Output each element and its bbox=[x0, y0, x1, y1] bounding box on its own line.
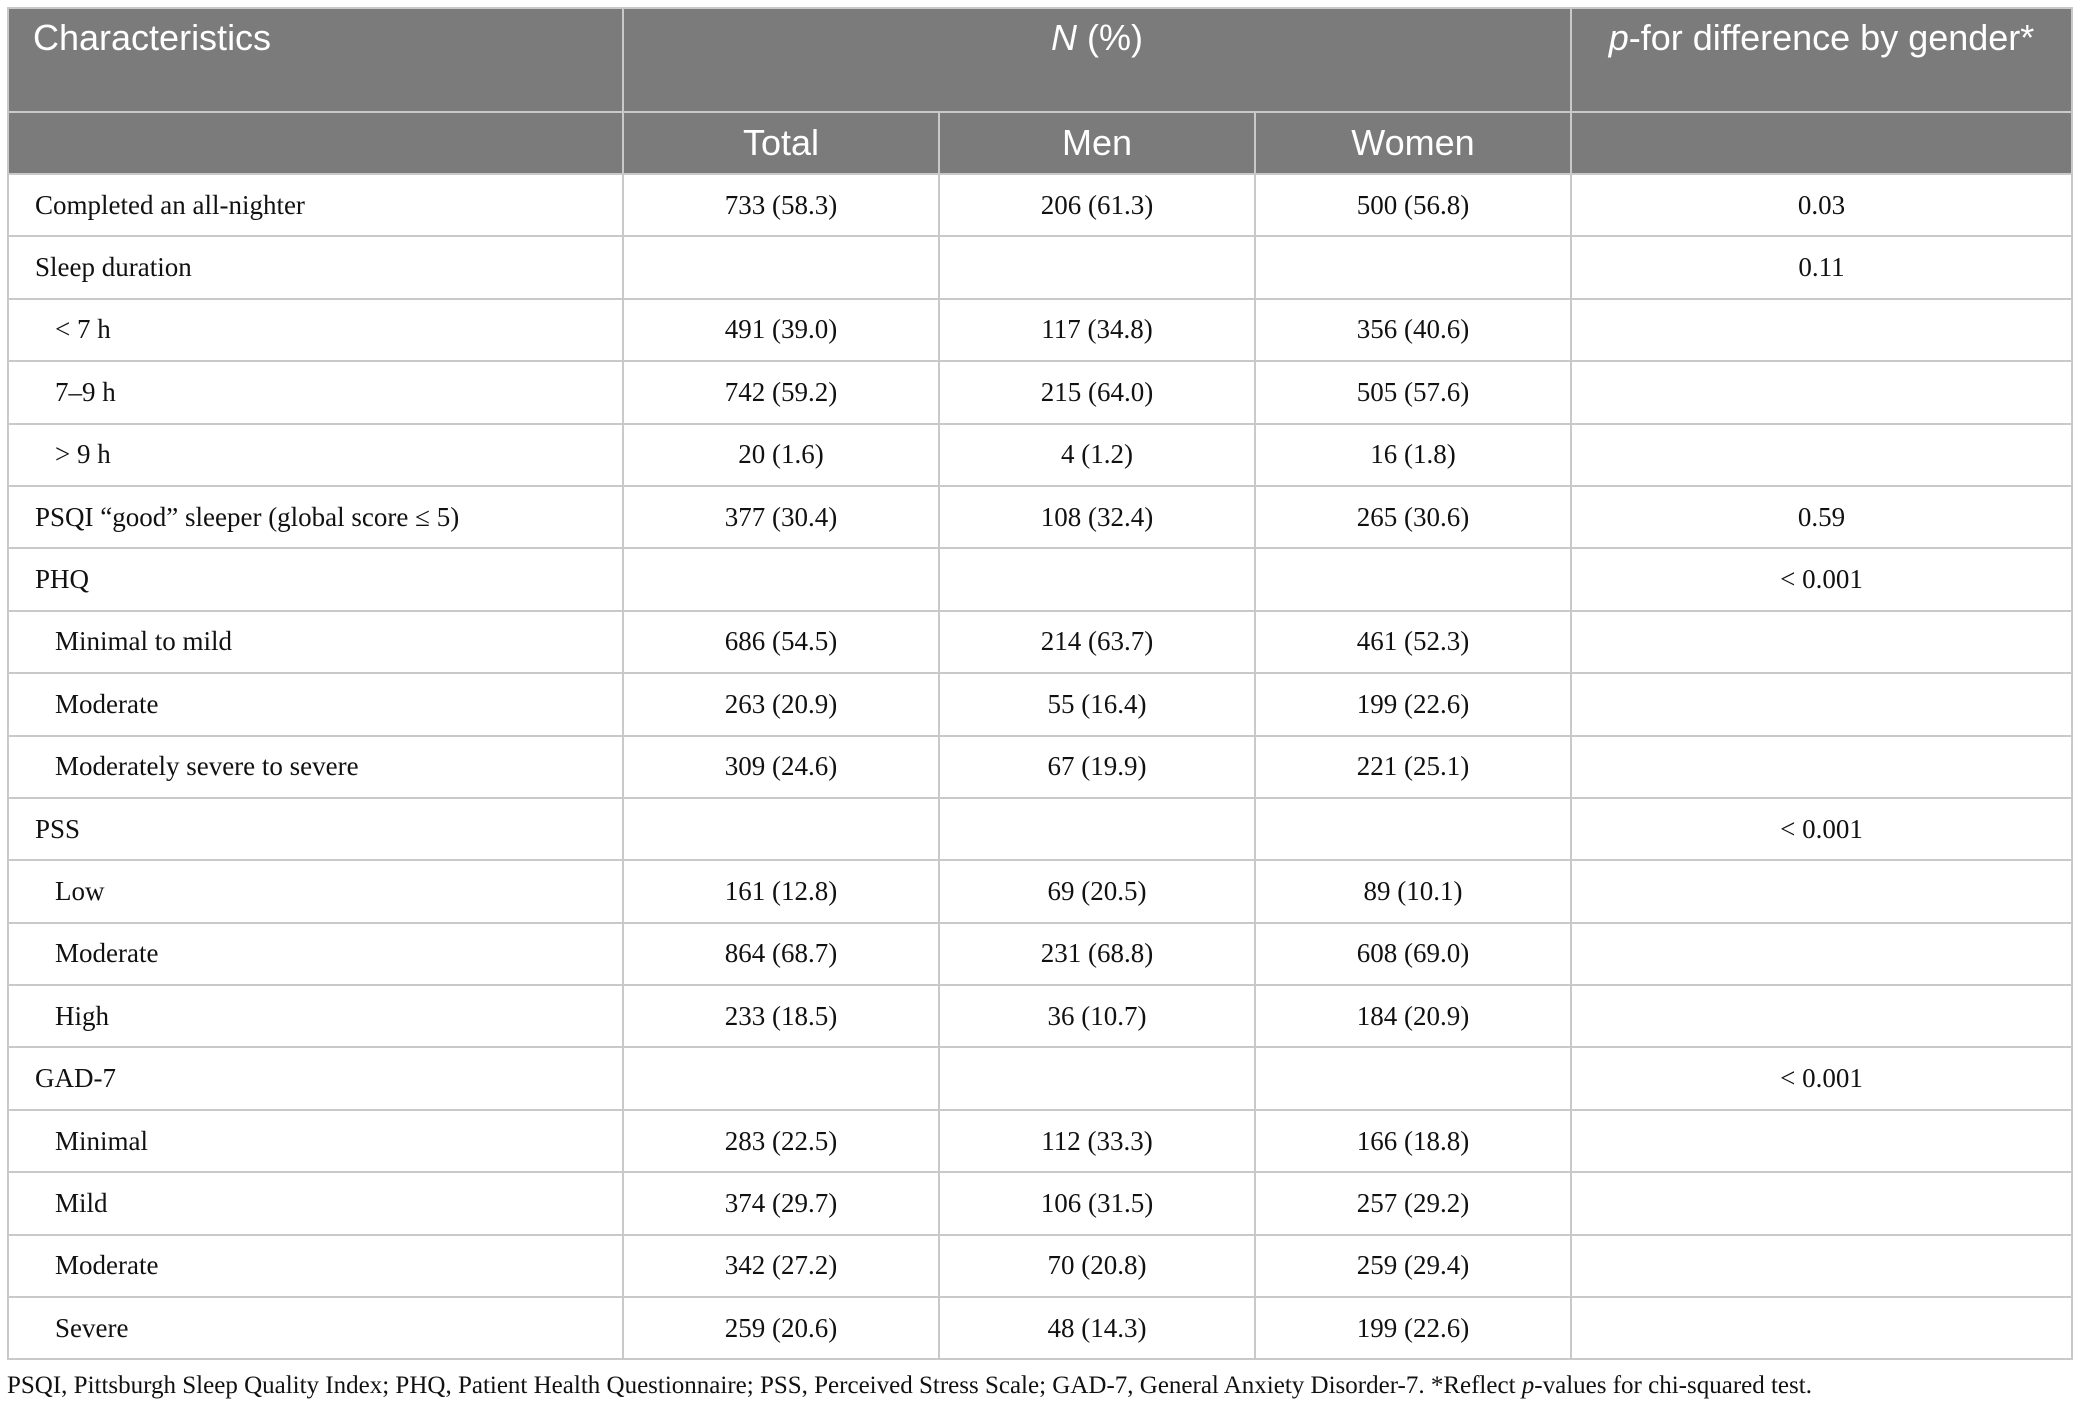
table-row bbox=[8, 548, 2072, 610]
footnote-text: PSQI, Pittsburgh Sleep Quality Index; PHQ, Patient Health Questionnaire; PSS, Perceived Stress Scale; GAD-7, General Anxiety Disorder-7. *Reflect bbox=[7, 1372, 1522, 1399]
cell-total: 733 (58.3) bbox=[623, 174, 939, 236]
cell-total: 233 (18.5) bbox=[623, 985, 939, 1047]
cell-p bbox=[1571, 673, 2072, 735]
row-label: Mild bbox=[8, 1172, 623, 1234]
cell-women: 166 (18.8) bbox=[1255, 1110, 1571, 1172]
footnote-text-end: -values for chi-squared test. bbox=[1534, 1372, 1812, 1399]
header-n-percent bbox=[623, 8, 1571, 112]
table-footnote bbox=[7, 1372, 1812, 1400]
table-row bbox=[8, 1110, 2072, 1172]
table-row bbox=[8, 1172, 2072, 1234]
table-row bbox=[8, 860, 2072, 922]
table-row bbox=[8, 611, 2072, 673]
row-label: Minimal to mild bbox=[8, 611, 623, 673]
cell-p: 0.03 bbox=[1571, 174, 2072, 236]
cell-women: 199 (22.6) bbox=[1255, 673, 1571, 735]
cell-women bbox=[1255, 1047, 1571, 1109]
cell-total: 263 (20.9) bbox=[623, 673, 939, 735]
cell-men: 69 (20.5) bbox=[939, 860, 1255, 922]
cell-total: 491 (39.0) bbox=[623, 299, 939, 361]
cell-p bbox=[1571, 1297, 2072, 1359]
table-row bbox=[8, 798, 2072, 860]
cell-total bbox=[623, 1047, 939, 1109]
cell-total: 686 (54.5) bbox=[623, 611, 939, 673]
cell-men: 55 (16.4) bbox=[939, 673, 1255, 735]
table-row bbox=[8, 1297, 2072, 1359]
table-row bbox=[8, 361, 2072, 423]
row-label: Moderate bbox=[8, 923, 623, 985]
cell-total bbox=[623, 548, 939, 610]
cell-women: 505 (57.6) bbox=[1255, 361, 1571, 423]
table-row bbox=[8, 174, 2072, 236]
cell-men: 117 (34.8) bbox=[939, 299, 1255, 361]
row-label: High bbox=[8, 985, 623, 1047]
header-n-italic: N bbox=[1051, 17, 1077, 58]
header-p-suffix: -for difference by gender* bbox=[1628, 17, 2035, 58]
cell-women: 356 (40.6) bbox=[1255, 299, 1571, 361]
cell-men: 231 (68.8) bbox=[939, 923, 1255, 985]
cell-men: 108 (32.4) bbox=[939, 486, 1255, 548]
table-row bbox=[8, 1047, 2072, 1109]
cell-p bbox=[1571, 736, 2072, 798]
header-row-2 bbox=[8, 112, 2072, 174]
cell-men: 206 (61.3) bbox=[939, 174, 1255, 236]
row-label: Low bbox=[8, 860, 623, 922]
cell-p: < 0.001 bbox=[1571, 798, 2072, 860]
row-label: PSQI “good” sleeper (global score ≤ 5) bbox=[8, 486, 623, 548]
cell-total: 283 (22.5) bbox=[623, 1110, 939, 1172]
cell-women: 461 (52.3) bbox=[1255, 611, 1571, 673]
table-container bbox=[7, 7, 2071, 1360]
table-row bbox=[8, 985, 2072, 1047]
cell-women: 184 (20.9) bbox=[1255, 985, 1571, 1047]
cell-men: 70 (20.8) bbox=[939, 1235, 1255, 1297]
header-n-suffix: (%) bbox=[1077, 17, 1143, 58]
cell-women: 608 (69.0) bbox=[1255, 923, 1571, 985]
cell-men bbox=[939, 548, 1255, 610]
header-blank-right bbox=[1571, 112, 2072, 174]
cell-women: 89 (10.1) bbox=[1255, 860, 1571, 922]
cell-women bbox=[1255, 548, 1571, 610]
header-p-value bbox=[1571, 8, 2072, 112]
row-label: Completed an all-nighter bbox=[8, 174, 623, 236]
cell-total: 342 (27.2) bbox=[623, 1235, 939, 1297]
header-total: Total bbox=[623, 112, 939, 174]
cell-women: 259 (29.4) bbox=[1255, 1235, 1571, 1297]
cell-total: 377 (30.4) bbox=[623, 486, 939, 548]
cell-p: 0.59 bbox=[1571, 486, 2072, 548]
cell-p bbox=[1571, 985, 2072, 1047]
row-label: Sleep duration bbox=[8, 236, 623, 298]
cell-men: 48 (14.3) bbox=[939, 1297, 1255, 1359]
header-men: Men bbox=[939, 112, 1255, 174]
cell-total: 259 (20.6) bbox=[623, 1297, 939, 1359]
cell-total: 20 (1.6) bbox=[623, 424, 939, 486]
table-body bbox=[8, 174, 2072, 1359]
row-label: PHQ bbox=[8, 548, 623, 610]
row-label: Moderately severe to severe bbox=[8, 736, 623, 798]
cell-total bbox=[623, 798, 939, 860]
row-label: PSS bbox=[8, 798, 623, 860]
row-label: < 7 h bbox=[8, 299, 623, 361]
row-label: Moderate bbox=[8, 673, 623, 735]
cell-p: 0.11 bbox=[1571, 236, 2072, 298]
table-row bbox=[8, 673, 2072, 735]
header-blank-left bbox=[8, 112, 623, 174]
cell-men: 215 (64.0) bbox=[939, 361, 1255, 423]
cell-men: 112 (33.3) bbox=[939, 1110, 1255, 1172]
cell-women: 500 (56.8) bbox=[1255, 174, 1571, 236]
cell-p bbox=[1571, 860, 2072, 922]
table-row bbox=[8, 923, 2072, 985]
row-label: Moderate bbox=[8, 1235, 623, 1297]
cell-women: 199 (22.6) bbox=[1255, 1297, 1571, 1359]
cell-men bbox=[939, 236, 1255, 298]
cell-p: < 0.001 bbox=[1571, 1047, 2072, 1109]
cell-p bbox=[1571, 1110, 2072, 1172]
cell-women bbox=[1255, 236, 1571, 298]
cell-women: 221 (25.1) bbox=[1255, 736, 1571, 798]
cell-men: 106 (31.5) bbox=[939, 1172, 1255, 1234]
cell-women: 265 (30.6) bbox=[1255, 486, 1571, 548]
cell-total: 742 (59.2) bbox=[623, 361, 939, 423]
cell-women: 16 (1.8) bbox=[1255, 424, 1571, 486]
cell-men: 36 (10.7) bbox=[939, 985, 1255, 1047]
cell-men: 214 (63.7) bbox=[939, 611, 1255, 673]
table-row bbox=[8, 486, 2072, 548]
cell-total: 864 (68.7) bbox=[623, 923, 939, 985]
cell-p bbox=[1571, 611, 2072, 673]
cell-total: 309 (24.6) bbox=[623, 736, 939, 798]
row-label: 7–9 h bbox=[8, 361, 623, 423]
cell-women: 257 (29.2) bbox=[1255, 1172, 1571, 1234]
cell-total bbox=[623, 236, 939, 298]
cell-total: 161 (12.8) bbox=[623, 860, 939, 922]
cell-total: 374 (29.7) bbox=[623, 1172, 939, 1234]
table-row bbox=[8, 236, 2072, 298]
cell-women bbox=[1255, 798, 1571, 860]
cell-men: 67 (19.9) bbox=[939, 736, 1255, 798]
header-women: Women bbox=[1255, 112, 1571, 174]
cell-p bbox=[1571, 1235, 2072, 1297]
cell-p bbox=[1571, 299, 2072, 361]
table-row bbox=[8, 299, 2072, 361]
cell-men bbox=[939, 1047, 1255, 1109]
row-label: > 9 h bbox=[8, 424, 623, 486]
cell-p bbox=[1571, 361, 2072, 423]
header-row-1 bbox=[8, 8, 2072, 112]
table-row bbox=[8, 736, 2072, 798]
cell-p bbox=[1571, 1172, 2072, 1234]
table-row bbox=[8, 424, 2072, 486]
row-label: GAD-7 bbox=[8, 1047, 623, 1109]
cell-p bbox=[1571, 923, 2072, 985]
cell-p bbox=[1571, 424, 2072, 486]
cell-men: 4 (1.2) bbox=[939, 424, 1255, 486]
table-row bbox=[8, 1235, 2072, 1297]
row-label: Severe bbox=[8, 1297, 623, 1359]
header-characteristics: Characteristics bbox=[8, 8, 623, 112]
cell-men bbox=[939, 798, 1255, 860]
row-label: Minimal bbox=[8, 1110, 623, 1172]
cell-p: < 0.001 bbox=[1571, 548, 2072, 610]
header-p-italic: p bbox=[1608, 17, 1629, 58]
characteristics-table bbox=[7, 7, 2073, 1360]
footnote-italic-p: p bbox=[1521, 1372, 1535, 1399]
